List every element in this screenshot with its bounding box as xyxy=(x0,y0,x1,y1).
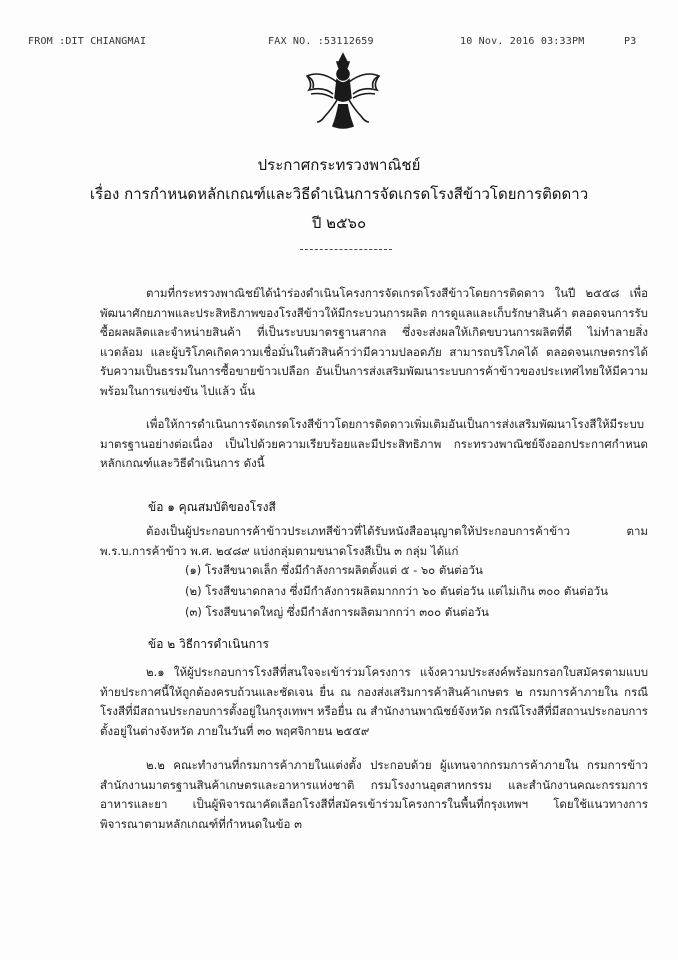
section1-body: ต้องเป็นผู้ประกอบการค้าข้าวประเภทสีข้าวที่ได้รับหนังสืออนุญาตให้ประกอบการค้าข้าว ตาม พ.ร.บ.การค้าข้าว พ.ศ. ๒๔๘๙ แบ่งกลุ่มตามขนาดโรงสีเป็น ๓ กลุ่ม ได้แก่ xyxy=(100,524,648,558)
fax-from: FROM :DIT CHIANGMAI xyxy=(28,36,147,47)
second-paragraph: เพื่อให้การดำเนินการจัดเกรดโรงสีข้าวโดยการติดดาวเพิ่มเติมอันเป็นการส่งเสริมพัฒนาโรงสีให้มีระบบมาตรฐานอย่างต่อเนื่อง เป็นไปด้วยความเรียบร้อยและมีประสิทธิภาพ กระทรวงพาณิชย์จึงออกประกาศกำหนดหลักเกณฑ์และวิธีดำเนินการ ดังนี้ xyxy=(100,417,648,470)
section1-heading: ข้อ ๑ คุณสมบัติของโรงสี xyxy=(148,500,276,514)
announcement-year: ปี ๒๕๖๐ xyxy=(311,214,367,232)
section2-clause2: ๒.๒ คณะทำงานที่กรมการค้าภายในแต่งตั้ง ประกอบด้วย ผู้แทนจากกรมการค้าภายใน กรมการข้าว สำนักงานมาตรฐานสินค้าเกษตรและอาหารแห่งชาติ กรมโรงงานอุตสาหกรรม และสำนักงานคณะกรรมการอาหารและยา เป็นผู้พิจารณาคัดเลือกโรงสีที่สมัครเข้าร่วมโครงการในพื้นที่กรุงเทพฯ โดยใช้แนวทางการพิจารณาตามหลักเกณฑ์ที่กำหนดในข้อ ๓ xyxy=(100,758,648,831)
list-item: (๒) โรงสีขนาดกลาง ซึ่งมีกำลังการผลิตมากกว่า ๖๐ ตันต่อวัน แต่ไม่เกิน ๓๐๐ ตันต่อวัน xyxy=(185,584,608,598)
list-item: (๑) โรงสีขนาดเล็ก ซึ่งมีกำลังการผลิตตั้งแต่ ๕ - ๖๐ ตันต่อวัน xyxy=(185,563,483,577)
garuda-emblem-icon xyxy=(303,50,383,132)
intro-paragraph: ตามที่กระทรวงพาณิชย์ได้นำร่องดำเนินโครงการจัดเกรดโรงสีข้าวโดยการติดดาว ในปี ๒๕๕๘ เพื่อพัฒนาศักยภาพและประสิทธิภาพของโรงสีข้าวให้มีกระบวนการผลิต การดูแลและเก็บรักษาสินค้า ตลอดจนการรับซื้อผลผลิตและจำหน่ายสินค้า ที่เป็นระบบมาตรฐานสากล ซึ่งจะส่งผลให้เกิดขบวนการผลิตที่ดี ไม่ทำลายสิ่งแวดล้อม และผู้บริโภคเกิดความเชื่อมั่นในตัวสินค้าว่ามีความปลอดภัย สามารถบริโภคได้ ตลอดจนเกษตรกรได้รับความเป็นธรรมในการซื้อขายข้าวเปลือก อันเป็นการส่งเสริมพัฒนาระบบการค้าข้าวของประเทศไทยให้มีความพร้อมในการแข่งขัน ไปแล้ว นั้น xyxy=(100,286,648,398)
title-divider xyxy=(300,249,392,250)
announcement-subject: เรื่อง การกำหนดหลักเกณฑ์และวิธีดำเนินการจัดเกรดโรงสีข้าวโดยการติดดาว xyxy=(89,185,589,203)
section2-heading: ข้อ ๒ วิธีการดำเนินการ xyxy=(148,637,269,651)
list-item: (๓) โรงสีขนาดใหญ่ ซึ่งมีกำลังการผลิตมากกว่า ๓๐๐ ตันต่อวัน xyxy=(185,605,489,619)
fax-datetime: 10 Nov. 2016 03:33PM xyxy=(460,36,585,47)
fax-page: P3 xyxy=(624,36,637,47)
fax-number: FAX NO. :53112659 xyxy=(268,36,374,47)
announcement-title: ประกาศกระทรวงพาณิชย์ xyxy=(257,156,421,174)
section2-clause1: ๒.๑ ให้ผู้ประกอบการโรงสีที่สนใจจะเข้าร่วมโครงการ แจ้งความประสงค์พร้อมกรอกใบสมัครตามแบบท้ายประกาศนี้ให้ถูกต้องครบถ้วนและชัดเจน ยื่น ณ กองส่งเสริมการค้าสินค้าเกษตร ๒ กรมการค้าภายใน กรณีโรงสีที่มีสถานประกอบการตั้งอยู่ในกรุงเทพฯ หรือยื่น ณ สำนักงานพาณิชย์จังหวัด กรณีโรงสีที่มีสถานประกอบการตั้งอยู่ในต่างจังหวัด ภายในวันที่ ๓๐ พฤศจิกายน ๒๕๕๙ xyxy=(100,665,648,738)
